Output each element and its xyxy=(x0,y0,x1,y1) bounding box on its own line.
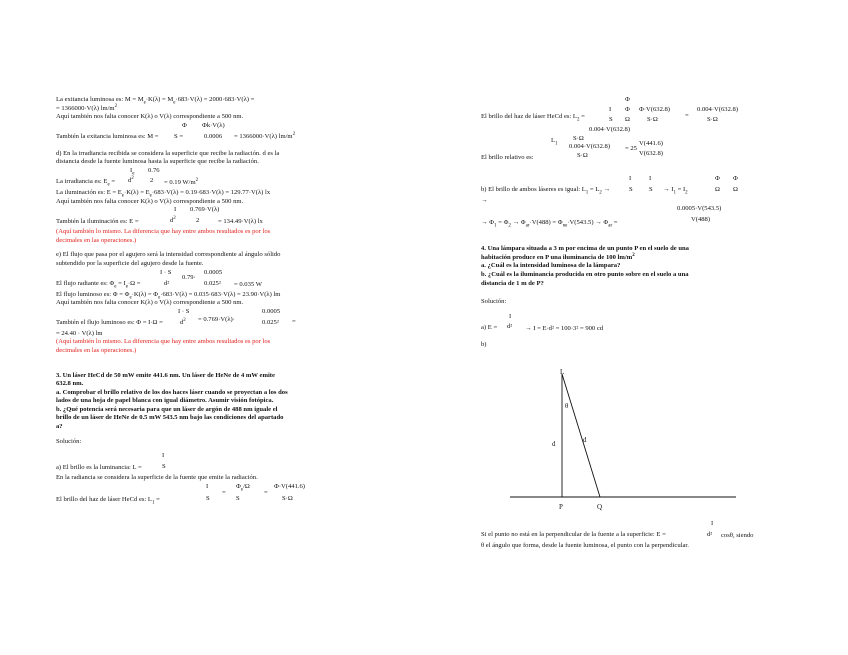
exitance-line-1: La exitancia luminosa es: $M = M_e\cdot K(\lambda) = M_e\cdot 683\cdot V(\lambda) = 2000\cdot 683\cdot V(\lambda)$ = xyxy=(56,96,255,106)
illuminance-note: Aquí también nos falta conocer K(λ) o V(λ) correspondiente a 500 nm. xyxy=(56,197,244,205)
label-P: P xyxy=(559,503,563,511)
irradiance-text-2: distancia desde la fuente luminosa hasta la superficie que recibe la radiación. xyxy=(56,158,259,166)
solution-label-right: Solución: xyxy=(481,298,507,306)
label-Q: Q xyxy=(597,503,603,511)
red-note-2: decimales en las operaciones.) xyxy=(56,236,137,244)
exitance-line-2: = 1366000·V(λ) $lm/m^2$ xyxy=(56,103,118,112)
problem-3: 3. Un láser HeCd de 50 mW emite 441.6 nm. Un láser de HeNe de 4 mW emite 632.8 nm. a. Comprobar el brillo relativo de los dos haces láser cuando se proyectan a los dos lados de una hoja de papel blanca con igual diámetro. Asumir visión fotópica. b. ¿Qué potencia será necesaria para que un láser de argón de 488 nm iguale el brillo de un láser de HeNe de 0.5 mW 543.5 nm bajo las condiciones del apartado a? xyxy=(56,371,288,431)
hene-under: 0.004·V(632.8) xyxy=(589,126,631,133)
exitance-formula: También la exitancia luminosa es: M = Φ Φk·V(λ) S = 0.0006 = 1366000·V(λ) $lm/m^2$ xyxy=(56,121,296,141)
lamp-geometry-diagram xyxy=(508,360,738,520)
label-h: d xyxy=(552,440,556,448)
slant-line xyxy=(562,374,600,497)
luminous-flux-formula: También el flujo luminoso es: Φ = I·Ω = I · S $d^2$ = 0.769·V(λ)· 0.0005 0.025² = xyxy=(56,307,296,327)
luminous-flux-result: = 24.40 · V(λ) lm xyxy=(56,329,103,337)
red-note-3: (Aquí también lo mismo. La diferencia que hay entre ambos resultados es por los xyxy=(56,338,271,346)
flux-text-2: subtendido por la superficie del agujero desde la fuente. xyxy=(56,259,204,267)
hene-brightness-formula: Φ El brillo del haz de láser HeCd es: $L_2$ = I S Φ Ω Φ·V(632.8) S·Ω = 0.004·V(632.8) S·Ω xyxy=(481,96,739,123)
solution-label: Solución: xyxy=(56,437,82,445)
relative-brightness-formula: El brillo relativo es: $L_1$ S·Ω 0.004·V(632.8) S·Ω = 25 V(441.6) V(632.8) xyxy=(481,134,663,161)
radiance-note: En la radiancia se considera la superficie de la fuente que emite la radiación. xyxy=(56,474,258,482)
left-column xyxy=(56,96,318,507)
irradiance-text-1: d) En la irradiancia recibida se considera la superficie que recibe la radiación. d es la xyxy=(56,149,280,157)
flux-text-1: e) El flujo que pasa por el agujero será la intensidad correspondiente al ángulo sólido xyxy=(56,251,281,259)
equal-brightness-arrow: → xyxy=(481,196,488,204)
equal-brightness-formula: b) El brillo de ambos láseres es igual: $L_1 = L_2$ → I S I S → $I_1 = I_2$ Φ Φ Ω Ω xyxy=(481,174,738,196)
luminance-formula: a) El brillo es la luminancia: L = I S xyxy=(56,452,166,471)
label-theta: θ xyxy=(565,402,569,410)
argon-power-formula: → $\Phi_1 = \Phi_2 \to \Phi_{ar}\cdot V(488) = \Phi_{ne}\cdot V(543.5) \to \Phi_{ar}$ = 0.0005·V(543.5) V(488) xyxy=(481,205,722,228)
red-note-4: decimales en las operaciones.) xyxy=(56,346,137,354)
irradiance-formula: La irradiancia es: $E_e$ = $I_e$ 0.76 $d^2$ 2 = 0.19 $W/m^2$ xyxy=(56,166,199,188)
part-b-label: b) xyxy=(481,340,487,348)
red-note-1: (Aquí también lo mismo. La diferencia que hay entre ambos resultados es por los xyxy=(56,228,271,236)
luminous-flux-note: Aquí también nos falta conocer K(λ) o V(λ) correspondiente a 500 nm. xyxy=(56,299,244,307)
label-d: d xyxy=(583,436,587,444)
label-L: L xyxy=(560,368,565,376)
hecd-brightness-formula: El brillo del haz de láser HeCd es: $L_1$ = I S = $\Phi_e/\Omega$ S = Φ·V(441.6) S·Ω xyxy=(56,482,306,506)
problem-4: 4. Una lámpara situada a 3 m por encima de un punto P en el suelo de una habitación produce en P una iluminancia de 100 $lm/m^2$ a. ¿Cuál es la intensidad luminosa de la lámpara? b. ¿Cuál es la iluminancia producida en otro punto sobre en el suelo a una distancia de 1 m de P? xyxy=(481,245,689,287)
exitance-note: Aquí también nos falta conocer K(λ) o V(λ) correspondiente a 500 nm. xyxy=(56,113,244,121)
luminous-flux-line: El flujo luminoso es: $\Phi = \Phi_e\cdot K(\lambda) = \Phi_e\cdot 683\cdot V(\lambda) = 0.035\cdot 683\cdot V(\lambda) = 23.90\cdot V(\lambda)$ lm xyxy=(56,290,281,300)
intensity-formula: a) E = I d² → I = E·d² = 100·3² = 900 cd xyxy=(481,312,604,332)
illuminance-line-1: La iluminación es: $E = E_e\cdot K(\lambda) = E_e\cdot 683\cdot V(\lambda) = 0.19\cdot 683\cdot V(\lambda) = 129.77\cdot V(\lambda)$ lx xyxy=(56,188,271,199)
diagram-caption: Si el punto no está en la perpendicular de la fuente a la superficie: E = I d² cosθ, siendo θ el ángulo que forma, desde la fuente luminosa, el punto con la perpendicular. xyxy=(481,520,754,549)
radiant-flux-formula: El flujo radiante es: $\Phi_e = I_e\cdot\Omega$ = I · S d² 0.79· 0.0005 0.025² = 0.035 W xyxy=(56,268,262,290)
illuminance-formula: También la iluminación es: E = I 0.769·V(λ) $d^2$ 2 = 134.49·V(λ) lx xyxy=(56,206,263,226)
right-column xyxy=(481,96,743,349)
